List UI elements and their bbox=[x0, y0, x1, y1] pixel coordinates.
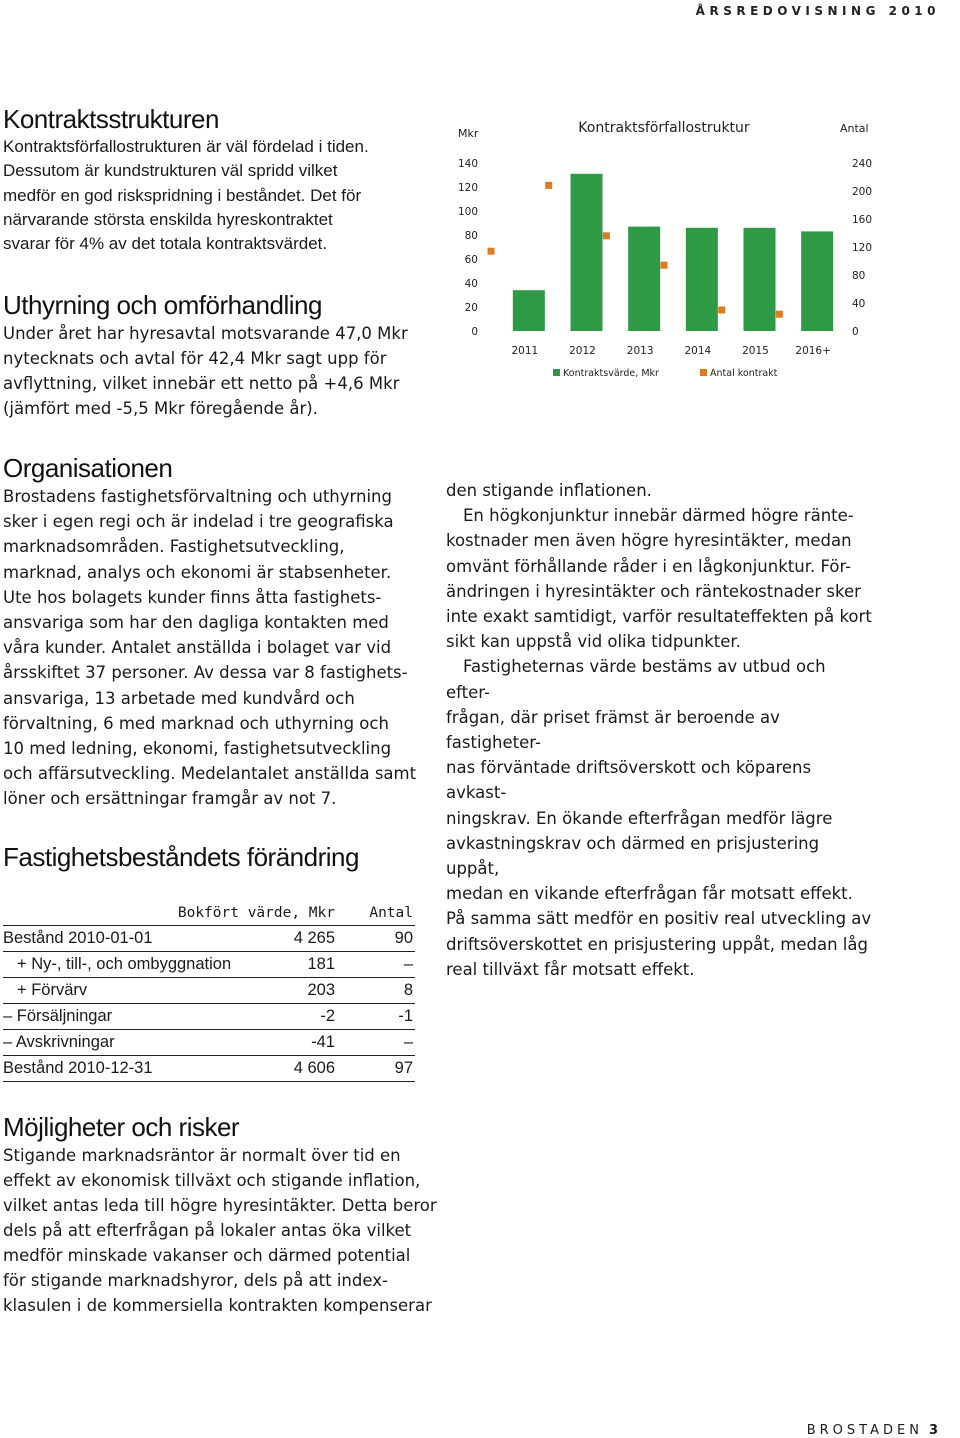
contract-expiry-chart bbox=[438, 112, 888, 392]
text-line: omvänt förhållande råder i en lågkonjunktur. För- bbox=[446, 556, 852, 576]
text-line: kostnader men även högre hyresintäkter, medan bbox=[446, 531, 852, 551]
y-tick-left: 0 bbox=[471, 326, 478, 338]
text-line: sikt kan uppstå vid olika tidpunkter. bbox=[446, 632, 741, 652]
bar bbox=[628, 227, 660, 331]
legend-marker-bars bbox=[553, 369, 560, 376]
bar bbox=[686, 228, 718, 331]
text-line: Dessutom är kundstrukturen väl spridd vilket bbox=[3, 161, 338, 181]
x-tick-label: 2016+ bbox=[795, 345, 831, 357]
text-line: medför minskade vakanser och därmed potential bbox=[3, 1246, 411, 1265]
text-line: driftsöverskottet en prisjustering uppåt, medan låg bbox=[446, 934, 868, 954]
heading-uthyrning: Uthyrning och omförhandling bbox=[3, 290, 322, 320]
text-line: sker i egen regi och är indelad i tre geografiska bbox=[3, 512, 394, 532]
text-line: Fastigheternas värde bestäms av utbud och efter- bbox=[446, 657, 826, 702]
bar bbox=[744, 228, 776, 331]
text-line: nytecknats och avtal för 42,4 Mkr sagt upp för bbox=[3, 349, 387, 368]
text-line: real tillväxt får motsatt effekt. bbox=[446, 959, 695, 979]
text-line: vilket antas leda till högre hyresintäkter. Detta beror bbox=[3, 1196, 437, 1215]
text-line: närvarande största enskilda hyreskontraktet bbox=[3, 209, 333, 229]
y-tick-right: 40 bbox=[852, 298, 866, 310]
antal-point bbox=[661, 262, 668, 269]
y-tick-right: 80 bbox=[852, 270, 866, 282]
text-line: löner och ersättningar framgår av not 7. bbox=[3, 789, 337, 809]
chart-ylabel-right: Antal bbox=[840, 122, 869, 135]
page-footer bbox=[807, 1423, 938, 1438]
heading-mojligheter: Möjligheter och risker bbox=[3, 1112, 240, 1142]
heading-kontraktsstrukturen: Kontraktsstrukturen bbox=[3, 104, 219, 134]
row-label: Bestånd 2010-01-01 bbox=[3, 929, 153, 947]
table-row bbox=[3, 952, 415, 978]
y-tick-right: 240 bbox=[852, 158, 873, 170]
row-value: 203 bbox=[307, 981, 335, 999]
row-value: 4 265 bbox=[293, 929, 335, 947]
table-header bbox=[3, 897, 415, 926]
text-line: medan en vikande efterfrågan får motsatt effekt. bbox=[446, 884, 853, 904]
x-tick-label: 2014 bbox=[684, 345, 712, 357]
x-tick-label: 2013 bbox=[626, 345, 654, 357]
row-value: 4 606 bbox=[293, 1059, 335, 1077]
text-line: förvaltning, 6 med marknad och uthyrning och bbox=[3, 713, 389, 733]
row-count: – bbox=[403, 955, 413, 973]
table-row bbox=[3, 1004, 415, 1030]
text-line: marknad, analys och ekonomi är stabsenheter. bbox=[3, 562, 392, 582]
text-line: för stigande marknadshyror, dels på att index- bbox=[3, 1271, 388, 1290]
row-label: – Försäljningar bbox=[3, 1007, 113, 1025]
table-row bbox=[3, 1056, 415, 1082]
row-value: 181 bbox=[307, 955, 335, 973]
legend-marker-points bbox=[700, 369, 707, 376]
mojligheter-text bbox=[3, 1143, 437, 1318]
text-line: 10 med ledning, ekonomi, fastighetsutveckling bbox=[3, 739, 392, 759]
row-label: Bestånd 2010-12-31 bbox=[3, 1059, 153, 1077]
text-line: ansvariga, 13 arbetade med kundvård och bbox=[3, 688, 355, 708]
y-tick-left: 120 bbox=[457, 182, 478, 194]
row-label: – Avskrivningar bbox=[3, 1033, 115, 1051]
table-row bbox=[3, 1030, 415, 1056]
bar bbox=[571, 174, 603, 331]
row-value: -2 bbox=[320, 1007, 335, 1025]
y-tick-right: 0 bbox=[852, 326, 859, 338]
row-label: + Ny-, till-, och ombyggnation bbox=[17, 955, 232, 973]
text-line: effekt av ekonomisk tillväxt och stigande inflation, bbox=[3, 1171, 421, 1190]
chart-title: Kontraktsförfallostruktur bbox=[578, 120, 750, 136]
text-line: Brostadens fastighetsförvaltning och uthyrning bbox=[3, 487, 392, 506]
text-line: Under året har hyresavtal motsvarande 47,0 Mkr bbox=[3, 324, 408, 343]
table-row bbox=[3, 978, 415, 1004]
heading-fastighetsbestand: Fastighetsbeståndets förändring bbox=[3, 842, 359, 872]
chart-svg bbox=[438, 112, 888, 392]
text-line: årsskiftet 37 personer. Av dessa var 8 fastighets- bbox=[3, 663, 408, 683]
text-line: (jämfört med -5,5 Mkr föregående år). bbox=[3, 399, 318, 418]
text-line: ansvariga som har den dagliga kontakten med bbox=[3, 613, 389, 633]
page-number: 3 bbox=[928, 1423, 938, 1438]
text-line: Kontraktsförfallostrukturen är väl fördelad i tiden. bbox=[3, 137, 369, 156]
text-line: våra kunder. Antalet anställda i bolaget var vid bbox=[3, 638, 392, 658]
kontrakt-text bbox=[3, 135, 369, 256]
report-header: ÅRSREDOVISNING 2010 bbox=[695, 4, 940, 18]
antal-point bbox=[776, 311, 783, 318]
y-tick-left: 80 bbox=[464, 230, 478, 242]
text-line: och affärsutveckling. Medelantalet anställda samt bbox=[3, 764, 417, 784]
text-line: marknadsområden. Fastighetsutveckling, bbox=[3, 537, 345, 557]
row-count: 97 bbox=[394, 1059, 413, 1077]
text-line: ningskrav. En ökande efterfrågan medför lägre bbox=[446, 808, 833, 828]
row-count: -1 bbox=[398, 1007, 413, 1025]
col-header-count: Antal bbox=[369, 905, 413, 921]
text-line: Ute hos bolagets kunder finns åtta fastighets- bbox=[3, 587, 382, 607]
text-line: dels på att efterfrågan på lokaler antas öka vilket bbox=[3, 1221, 412, 1240]
y-tick-left: 60 bbox=[464, 254, 478, 266]
bar bbox=[513, 290, 545, 331]
antal-point bbox=[603, 232, 610, 239]
text-line: medför en god riskspridning i beståndet. Det för bbox=[3, 185, 362, 205]
y-tick-left: 20 bbox=[464, 302, 478, 314]
antal-point bbox=[545, 182, 552, 189]
table-row bbox=[3, 926, 415, 952]
y-tick-left: 100 bbox=[457, 206, 478, 218]
text-line: klasulen i de kommersiella kontrakten kompenserar bbox=[3, 1296, 432, 1315]
bar bbox=[801, 231, 833, 331]
row-count: 90 bbox=[394, 929, 413, 947]
antal-point bbox=[718, 307, 725, 314]
y-tick-right: 200 bbox=[852, 186, 873, 198]
row-count: 8 bbox=[403, 981, 413, 999]
chart-ylabel-left: Mkr bbox=[458, 127, 479, 140]
y-tick-right: 120 bbox=[852, 242, 873, 254]
antal-point bbox=[488, 248, 495, 255]
row-label: + Förvärv bbox=[17, 981, 88, 999]
footer-brand: BROSTADEN bbox=[806, 1423, 923, 1438]
x-tick-label: 2015 bbox=[742, 345, 769, 357]
text-line: inte exakt samtidigt, varför resultateffekten på kort bbox=[446, 607, 872, 627]
x-tick-label: 2011 bbox=[511, 345, 539, 357]
legend-label-points: Antal kontrakt bbox=[710, 368, 778, 379]
text-line: avkastningskrav och därmed en prisjustering uppåt, bbox=[446, 833, 820, 879]
text-line: En högkonjunktur innebär därmed högre ränte- bbox=[463, 506, 854, 526]
row-value: -41 bbox=[311, 1033, 335, 1051]
text-line: nas förväntade driftsöverskott och köparens avkast- bbox=[446, 758, 812, 803]
y-tick-left: 40 bbox=[464, 278, 478, 290]
legend-label-bars: Kontraktsvärde, Mkr bbox=[563, 368, 659, 379]
uthyrning-text bbox=[3, 321, 408, 421]
organisation-text bbox=[3, 484, 416, 812]
text-line: frågan, där priset främst är beroende av fastigheter- bbox=[446, 707, 780, 753]
heading-organisationen: Organisationen bbox=[3, 453, 173, 483]
text-line: avflyttning, vilket innebär ett netto på +4,6 Mkr bbox=[3, 374, 400, 393]
y-tick-left: 140 bbox=[457, 158, 478, 170]
col-header-value: Bokfört värde, Mkr bbox=[177, 905, 335, 921]
text-line: Stigande marknadsräntor är normalt över tid en bbox=[3, 1146, 401, 1165]
y-tick-right: 160 bbox=[852, 214, 873, 226]
property-change-table bbox=[3, 897, 415, 1082]
text-line: På samma sätt medför en positiv real utveckling av bbox=[446, 909, 872, 929]
right-column-text bbox=[446, 478, 874, 982]
x-tick-label: 2012 bbox=[569, 345, 596, 357]
text-line: ändringen i hyresintäkter och räntekostnader sker bbox=[446, 581, 861, 601]
row-count: – bbox=[403, 1033, 413, 1051]
text-line: den stigande inflationen. bbox=[446, 481, 652, 500]
text-line: svarar för 4% av det totala kontraktsvärdet. bbox=[3, 234, 328, 254]
